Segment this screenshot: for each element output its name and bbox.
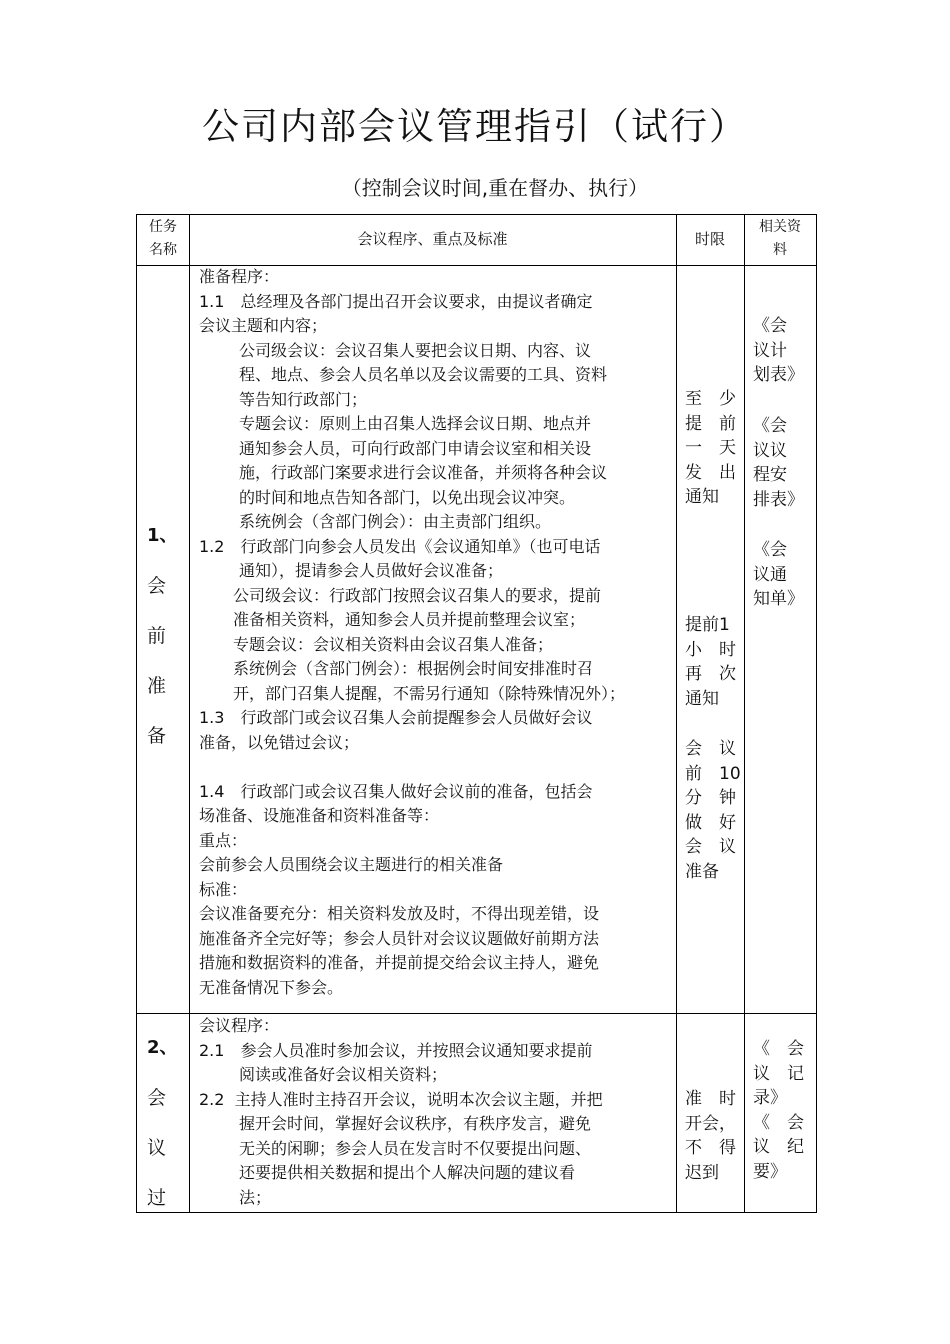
procedure-meeting	[199, 1014, 673, 1210]
materials-line: 《 会	[753, 1112, 804, 1133]
header-text: 名称	[149, 242, 177, 258]
procedure-line: 通知），提请参会人员做好会议准备；	[239, 561, 504, 580]
header-procedure: 会议程序、重点及标准	[357, 230, 508, 248]
task-char: 议	[147, 1137, 167, 1159]
time-limit-line: 发 出	[685, 462, 736, 483]
procedure-line: 准备，以免错过会议；	[199, 732, 360, 752]
time-limit-line: 小 时	[685, 639, 736, 660]
column-divider	[676, 215, 677, 1212]
procedure-line: 1.1 总经理及各部门提出召开会议要求，由提议者确定	[199, 291, 593, 311]
procedure-line: 无准备情况下参会。	[199, 977, 344, 997]
procedure-line: 开，部门召集人提醒，不需另行通知（除特殊情况外）；	[233, 683, 626, 703]
materials-line: 议 记	[753, 1063, 804, 1084]
procedure-line: 重点：	[199, 830, 248, 850]
time-limit-line: 提前1	[685, 615, 730, 635]
page-subtitle: （控制会议时间,重在督办、执行）	[341, 176, 649, 200]
time-limit-line: 分 钟	[685, 788, 736, 808]
time-limit-line: 一 天	[685, 438, 736, 458]
procedure-line: 措施和数据资料的准备，并提前提交给会议主持人，避免	[199, 953, 600, 972]
materials-line: 《会	[753, 540, 787, 560]
header-time-limit: 时限	[694, 230, 725, 248]
procedure-line: 准备程序：	[199, 267, 280, 286]
procedure-line: 法；	[239, 1187, 272, 1207]
header-text: 料	[773, 242, 787, 258]
procedure-prep	[199, 265, 673, 1000]
procedure-line: 等告知行政部门；	[239, 389, 368, 409]
procedure-line: 2.2 主持人准时主持召开会议，说明本次会议主题，并把	[199, 1089, 603, 1109]
materials-line: 议议	[753, 440, 787, 461]
time-limit-line: 不 得	[685, 1138, 736, 1158]
procedure-line: 会议主题和内容；	[199, 316, 328, 335]
time-limit-line: 会 议	[685, 739, 736, 759]
procedure-line: 公司级会议：会议召集人要把会议日期、内容、议	[239, 340, 592, 360]
time-limit-line: 准备	[685, 861, 719, 882]
task-char: 会	[147, 575, 167, 597]
procedure-line: 阅读或准备好会议相关资料；	[239, 1065, 448, 1084]
materials-line: 要》	[753, 1161, 787, 1182]
time-limit-group	[685, 387, 736, 510]
time-limit-line: 再 次	[685, 664, 736, 684]
procedure-line: 施准备齐全完好等；参会人员针对会议议题做好前期方法	[199, 928, 600, 948]
time-limit-group	[685, 737, 741, 884]
procedure-line: 场准备、设施准备和资料准备等：	[199, 806, 440, 825]
procedure-line: 系统例会（含部门例会）：根据例会时间安排准时召	[233, 659, 594, 678]
task-char: 前	[147, 625, 167, 647]
procedure-line: 无关的闲聊；参会人员在发言时不仅要提出问题、	[239, 1138, 592, 1158]
task-char: 备	[147, 725, 167, 747]
procedure-line: 系统例会（含部门例会）：由主责部门组织。	[239, 512, 552, 531]
time-limit-line: 做 好	[685, 812, 736, 833]
time-limit-group	[685, 1087, 736, 1185]
time-limit-line: 通知	[685, 487, 719, 507]
procedure-line: 通知参会人员，可向行政部门申请会议室和相关设	[239, 438, 592, 458]
materials-line: 《会	[753, 316, 787, 336]
time-limit-line: 开会，	[685, 1113, 736, 1134]
materials-line: 议 纪	[753, 1137, 804, 1157]
time-limit-line: 前 10	[685, 763, 741, 784]
procedure-line: 程、地点、参会人员名单以及会议需要的工具、资料	[239, 365, 608, 384]
procedure-line: 准备相关资料，通知参会人员并提前整理会议室；	[233, 610, 586, 629]
header-materials	[744, 216, 816, 262]
header-task-name	[137, 216, 189, 262]
materials-group	[753, 314, 804, 388]
materials-group	[753, 414, 804, 512]
procedure-line: 施，行政部门案要求进行会议准备，并须将各种会议	[239, 463, 608, 482]
materials-line: 议通	[753, 564, 787, 585]
procedure-line: 公司级会议：行政部门按照会议召集人的要求，提前	[233, 585, 602, 605]
task-name-meeting	[147, 1023, 197, 1223]
task-char: 过	[147, 1187, 167, 1209]
materials-group	[753, 538, 804, 612]
time-limit-line: 通知	[685, 688, 719, 709]
procedure-line: 还要提供相关数据和提出个人解决问题的建议看	[239, 1163, 576, 1182]
procedure-line: 1.4 行政部门或会议召集人做好会议前的准备，包括会	[199, 781, 593, 801]
meeting-guide-table	[136, 214, 817, 1213]
time-limit-line: 会 议	[685, 837, 736, 857]
procedure-line: 专题会议：原则上由召集人选择会议日期、地点并	[239, 414, 592, 433]
task-number: 2、	[147, 1037, 178, 1058]
task-name-prep	[147, 511, 197, 761]
materials-group	[753, 1037, 804, 1184]
procedure-line: 1.2 行政部门向参会人员发出《会议通知单》（也可电话	[199, 536, 601, 556]
materials-line: 排表》	[753, 489, 804, 510]
page-title: 公司内部会议管理指引（试行）	[202, 105, 748, 148]
materials-line: 议计	[753, 340, 787, 361]
time-limit-line: 提 前	[685, 413, 736, 434]
materials-line: 《 会	[753, 1039, 804, 1059]
procedure-line: 标准：	[199, 879, 248, 899]
procedure-line: 会议准备要充分：相关资料发放及时，不得出现差错，设	[199, 904, 600, 923]
procedure-line: 的时间和地点告知各部门，以免出现会议冲突。	[239, 487, 576, 507]
materials-line: 知单》	[753, 589, 804, 609]
procedure-line: 会前参会人员围绕会议主题进行的相关准备	[199, 855, 504, 874]
column-divider	[744, 215, 745, 1212]
time-limit-line: 至 少	[685, 389, 736, 409]
time-limit-line: 准 时	[685, 1089, 736, 1109]
materials-line: 录》	[753, 1088, 787, 1108]
header-text: 相关资	[759, 219, 801, 235]
procedure-line: 2.1 参会人员准时参加会议，并按照会议通知要求提前	[199, 1040, 593, 1060]
procedure-line: 1.3 行政部门或会议召集人会前提醒参会人员做好会议	[199, 708, 593, 727]
materials-line: 程安	[753, 465, 787, 485]
header-text: 任务	[149, 219, 177, 235]
materials-line: 划表》	[753, 365, 804, 385]
time-limit-group	[685, 613, 736, 711]
materials-line: 《会	[753, 416, 787, 436]
task-number: 1、	[147, 525, 178, 546]
time-limit-line: 迟到	[685, 1162, 719, 1183]
procedure-line: 握开会时间，掌握好会议秩序，有秩序发言，避免	[239, 1114, 592, 1133]
task-char: 会	[147, 1087, 167, 1109]
procedure-line: 会议程序：	[199, 1016, 280, 1035]
procedure-line: 专题会议：会议相关资料由会议召集人准备；	[233, 634, 554, 654]
procedure-line	[199, 755, 673, 780]
task-char: 准	[147, 675, 167, 697]
